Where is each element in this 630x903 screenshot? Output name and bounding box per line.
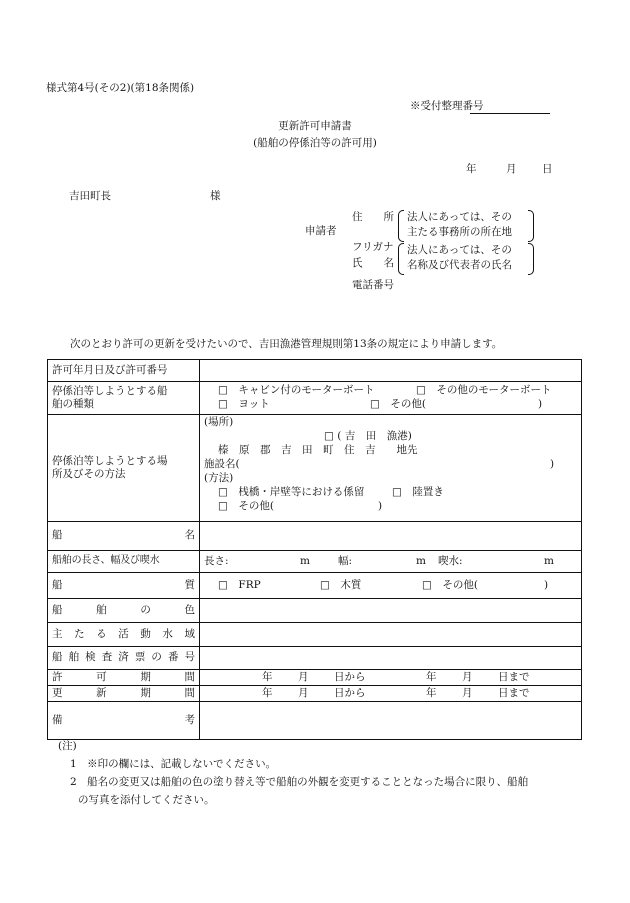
notes-heading: (注) <box>58 740 77 752</box>
width-unit: m <box>416 554 426 567</box>
activity-area-label-chars <box>52 628 195 641</box>
phone-label: 電話番号 <box>352 279 394 291</box>
name-note-line-1: 法人にあっては、その <box>407 244 512 256</box>
address-label: 住 所 <box>352 211 394 223</box>
vessel-name-label-chars <box>52 529 195 542</box>
permit-number-label: 許可年月日及び許可番号 <box>48 360 200 382</box>
row-activity-area <box>48 623 582 647</box>
period-year: 年 <box>262 670 273 683</box>
period-from: 日から <box>334 670 366 683</box>
honorific: 様 <box>210 190 221 202</box>
option-yacht[interactable]: □ ヨット <box>218 398 270 410</box>
port-checkbox[interactable]: □ ( 吉 田 漁港) <box>324 430 412 442</box>
method-pier-mooring[interactable]: □ 桟橋・岸壁等における係留 <box>218 486 365 498</box>
inspection-number-label <box>48 647 200 670</box>
mooring-place-label-line-1: 停係泊等しようとする場 <box>52 454 168 467</box>
hull-material-label <box>48 573 200 599</box>
row-permit-period <box>48 670 582 686</box>
row-vessel-type <box>48 382 582 415</box>
label-char: 済 <box>118 651 129 664</box>
row-vessel-name <box>48 522 582 551</box>
name-note-line-2: 名称及び代表者の氏名 <box>407 259 512 271</box>
period-to: 日まで <box>498 670 530 683</box>
period-month: 月 <box>298 686 309 699</box>
application-table <box>47 359 582 740</box>
row-remarks <box>48 702 582 740</box>
mooring-place-label-line-2: 所及びその方法 <box>52 468 126 480</box>
address-note-line-1: 法人にあっては、その <box>407 211 512 223</box>
label-char: 船 <box>52 651 63 664</box>
form-number: 様式第4号(その2)(第18条関係) <box>46 82 195 94</box>
place-heading: (場所) <box>204 416 234 428</box>
permit-number-field[interactable] <box>200 360 582 382</box>
date-year: 年 <box>466 163 477 175</box>
label-char: 域 <box>184 627 195 640</box>
port-address: 榛 原 郡 吉 田 町 住 吉 地先 <box>218 444 418 456</box>
label-char: 更 <box>52 686 63 699</box>
name-note <box>398 243 534 273</box>
date-month: 月 <box>506 163 517 175</box>
row-vessel-color <box>48 599 582 623</box>
label-char: 号 <box>184 651 195 664</box>
mooring-place-label <box>48 415 200 522</box>
permit-period-fields[interactable] <box>200 670 582 686</box>
document-subtitle: (船舶の停係泊等の許可用) <box>253 137 377 149</box>
label-char: る <box>96 627 107 640</box>
method-heading: (方法) <box>204 472 234 484</box>
option-frp[interactable]: □ FRP <box>218 578 261 591</box>
inspection-number-label-chars <box>52 651 195 664</box>
receipt-number-field[interactable] <box>470 113 550 114</box>
application-date[interactable] <box>466 163 553 176</box>
vessel-color-label-chars <box>52 604 195 617</box>
label-char: 船 <box>52 578 63 591</box>
label-char: 番 <box>167 651 179 664</box>
vessel-name-field[interactable] <box>200 522 582 551</box>
length-label[interactable]: 長さ: <box>204 554 229 567</box>
note-2: 2 船名の変更又は船舶の色の塗り替え等で船舶の外観を変更することとなった場合に限り、船舶 <box>70 776 529 788</box>
row-vessel-dimensions <box>48 551 582 573</box>
document-title: 更新許可申請書 <box>278 120 352 132</box>
label-char: 期 <box>140 686 151 699</box>
draft-unit: m <box>544 554 554 567</box>
facility-name-label[interactable]: 施設名( <box>204 458 240 470</box>
label-char: の <box>151 651 162 664</box>
vessel-dimensions-fields <box>200 551 582 573</box>
address-note-line-2: 主たる事務所の所在地 <box>407 226 512 238</box>
label-char: 船 <box>52 529 63 542</box>
option-other-vessel[interactable]: □ その他( <box>370 398 427 410</box>
period-year: 年 <box>426 670 437 683</box>
option-other-material[interactable]: □ その他( <box>422 578 479 591</box>
label-char: 備 <box>52 713 63 726</box>
label-char: の <box>140 603 151 616</box>
row-hull-material <box>48 573 582 599</box>
renewal-period-label <box>48 686 200 702</box>
label-char: 活 <box>118 627 129 640</box>
vessel-dimensions-label: 船舶の長さ、幅及び喫水 <box>48 551 200 573</box>
label-char: 主 <box>52 627 63 640</box>
period-month: 月 <box>462 670 473 683</box>
length-unit: m <box>300 554 310 567</box>
option-other-material-close: ) <box>544 578 549 591</box>
label-char: 期 <box>140 670 151 683</box>
label-char: 検 <box>85 651 96 664</box>
period-from: 日から <box>334 686 366 699</box>
row-permit-number <box>48 360 582 382</box>
label-char: 質 <box>184 578 195 591</box>
permit-period-label-chars <box>52 671 195 684</box>
label-char: 可 <box>96 670 107 683</box>
facility-name-close: ) <box>550 458 555 470</box>
label-char: 間 <box>184 686 195 699</box>
option-cabin-motorboat[interactable]: □ キャビン付のモーターボート <box>218 384 375 396</box>
vessel-type-label-line-2: 舶の種類 <box>52 398 94 410</box>
intro-text: 次のとおり許可の更新を受けたいので、吉田漁港管理規則第13条の規定により申請します。 <box>70 338 503 350</box>
remarks-field[interactable] <box>200 702 582 740</box>
label-char: 舶 <box>96 603 107 616</box>
period-month: 月 <box>462 686 473 699</box>
permit-period-label <box>48 670 200 686</box>
activity-area-field[interactable] <box>200 623 582 647</box>
label-char: 許 <box>52 670 63 683</box>
vessel-color-field[interactable] <box>200 599 582 623</box>
option-other-vessel-close: ) <box>538 398 543 410</box>
renewal-period-label-chars <box>52 687 195 700</box>
vessel-type-options <box>200 382 582 415</box>
method-land-storage[interactable]: □ 陸置き <box>392 486 444 498</box>
label-char: 色 <box>184 603 195 616</box>
label-char: 間 <box>184 670 195 683</box>
label-char: 水 <box>162 627 173 640</box>
vessel-type-label <box>48 382 200 415</box>
hull-material-options <box>200 573 582 599</box>
vessel-name-label <box>48 522 200 551</box>
activity-area-label <box>48 623 200 647</box>
name-label: 氏 名 <box>352 257 394 269</box>
mooring-place-details <box>200 415 582 522</box>
period-to: 日まで <box>498 686 530 699</box>
remarks-label-chars <box>52 714 195 727</box>
width-label[interactable]: 幅: <box>338 554 353 567</box>
label-char: 舶 <box>68 651 80 664</box>
row-inspection-number <box>48 647 582 670</box>
period-year: 年 <box>426 686 437 699</box>
label-char: 考 <box>184 713 195 726</box>
date-day: 日 <box>542 163 553 175</box>
inspection-number-field[interactable] <box>200 647 582 670</box>
receipt-number-label: ※受付整理番号 <box>410 100 484 112</box>
row-renewal-period <box>48 686 582 702</box>
option-other-motorboat[interactable]: □ その他のモーターボート <box>416 384 552 396</box>
applicant-label: 申請者 <box>305 225 337 237</box>
label-char: 新 <box>96 686 107 699</box>
label-char: 名 <box>184 529 195 542</box>
label-char: 票 <box>134 651 146 664</box>
row-mooring-place <box>48 415 582 522</box>
note-1: 1 ※印の欄には、記載しないでください。 <box>70 758 277 770</box>
method-other[interactable]: □ その他( <box>218 500 275 512</box>
draft-label[interactable]: 喫水: <box>438 554 463 567</box>
label-char: た <box>74 627 85 640</box>
label-char: 船 <box>52 603 63 616</box>
renewal-period-fields[interactable] <box>200 686 582 702</box>
label-char: 動 <box>140 627 151 640</box>
period-year: 年 <box>262 686 273 699</box>
note-2-continued: の写真を添付してください。 <box>78 794 215 806</box>
address-note <box>398 210 534 240</box>
vessel-type-label-line-1: 停係泊等しようとする船 <box>52 384 168 397</box>
hull-material-label-chars <box>52 579 195 592</box>
method-other-close: ) <box>378 500 383 512</box>
remarks-label <box>48 702 200 740</box>
label-char: 査 <box>101 651 113 664</box>
vessel-color-label <box>48 599 200 623</box>
addressee: 吉田町長 <box>69 190 111 202</box>
period-month: 月 <box>298 670 309 683</box>
option-wood[interactable]: □ 木質 <box>320 578 362 591</box>
furigana-label: フリガナ <box>352 241 394 253</box>
